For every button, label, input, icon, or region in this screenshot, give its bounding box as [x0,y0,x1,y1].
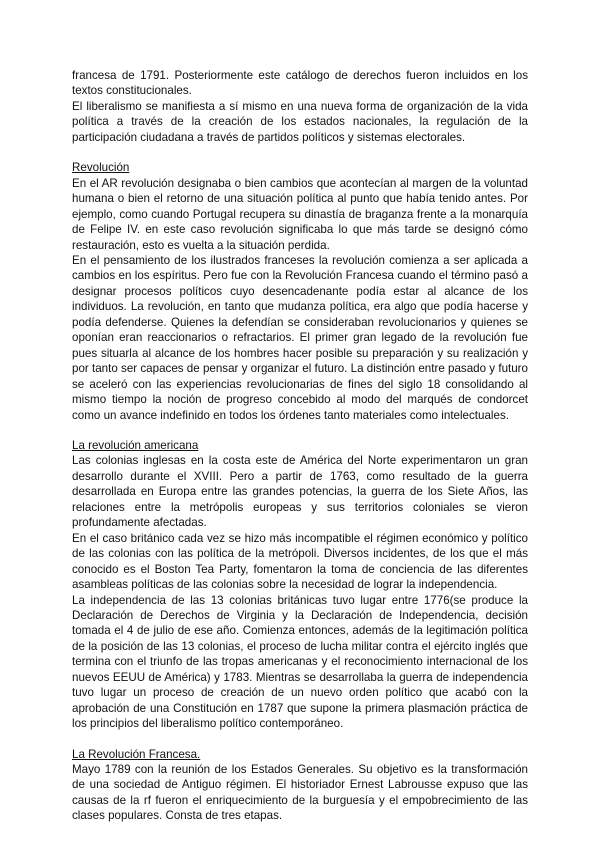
paragraph: francesa de 1791. Posteriormente este catálogo de derechos fueron incluidos en los textos constitucionales. [72,69,528,98]
section-revolucion-americana [72,438,528,732]
paragraph: En el pensamiento de los ilustrados franceses la revolución comienza a ser aplicada a cambios en los espíritus. Pero fue con la Revolución Francesa cuando el término pasó a designar procesos políticos cuyo desencadenante podía estar al alcance de los individuos. La revolución, en tanto que mudanza política, era algo que podía hacerse y podía defenderse. Quienes la defendían se consideraban revolucionarios y quienes se oponían eran reaccionarios o refractarios. El primer gran legado de la revolución fue pues situarla al alcance de los hombres hacer posible su preparación y su realización y por tanto ser capaces de pensar y organizar el futuro. La distinción entre pasado y futuro se aceleró con las experiencias revolucionarias de fines del siglo 18 consolidando al mismo tiempo la noción de progreso concebido al modo del marqués de condorcet como un avance indefinido en todos los órdenes tanto materiales como intelectuales. [72,253,528,422]
paragraph: Mayo 1789 con la reunión de los Estados Generales. Su objetivo es la transformación de una sociedad de Antiguo régimen. El historiador Ernest Labrousse expuso que las causas de la rf fueron el enriquecimiento de la burguesía y el empobrecimiento de las clases populares. Consta de tres etapas. [72,763,528,823]
paragraph: La independencia de las 13 colonias británicas tuvo lugar entre 1776(se produce la Declaración de Derechos de Virginia y la Declaración de Independencia, decisión tomada el 4 de julio de ese año. Comienza entonces, además de la legitimación política de la posición de las 13 colonias, el proceso de lucha militar contra el ejército inglés que termina con el triunfo de las tropas americanas y el reconocimiento internacional de los nuevos EEUU de América) y 1783. Mientras se desarrollaba la guerra de independencia tuvo lugar un proceso de creación de un nuevo orden político que acabó con la aprobación de una Constitución en 1787 que supone la primera plasmación práctica de los principios del liberalismo político contemporáneo. [72,593,528,731]
section-heading: La Revolución Francesa. [72,747,201,761]
section-revolucion [72,160,528,423]
section-revolucion-francesa [72,747,528,824]
paragraph: El liberalismo se manifiesta a sí mismo en una nueva forma de organización de la vida política a través de la creación de los estados nacionales, la regulación de la participación ciudadana a través de partidos políticos y sistemas electorales. [72,99,528,144]
paragraph: En el caso británico cada vez se hizo más incompatible el régimen económico y político de las colonias con las política de la metrópoli. Diversos incidentes, de los que el más conocido es el Boston Tea Party, fomentaron la toma de conciencia de las diferentes asambleas políticas de las colonias sobre la necesidad de lograr la independencia. [72,531,528,592]
paragraph: Las colonias inglesas en la costa este de América del Norte experimentaron un gran desarrollo durante el XVIII. Pero a partir de 1763, como resultado de la guerra desarrollada en Europa entre las grandes potencias, la guerra de los Siete Años, las relaciones entre la metrópolis europeas y sus territorios coloniales se vieron profundamente afectadas. [72,454,528,530]
section-heading: La revolución americana [72,438,199,452]
paragraph: En el AR revolución designaba o bien cambios que acontecían al margen de la voluntad humana o bien el retorno de una situación política al punto que había tenido antes. Por ejemplo, como cuando Portugal recupera su dinastía de braganza frente a la monarquía de Felipe IV. en este caso revolución significaba lo que más tarde se designó cómo restauración, esto es vuelta a la situación perdida. [72,176,528,252]
intro-block [72,68,528,145]
section-heading: Revolución [72,161,130,175]
